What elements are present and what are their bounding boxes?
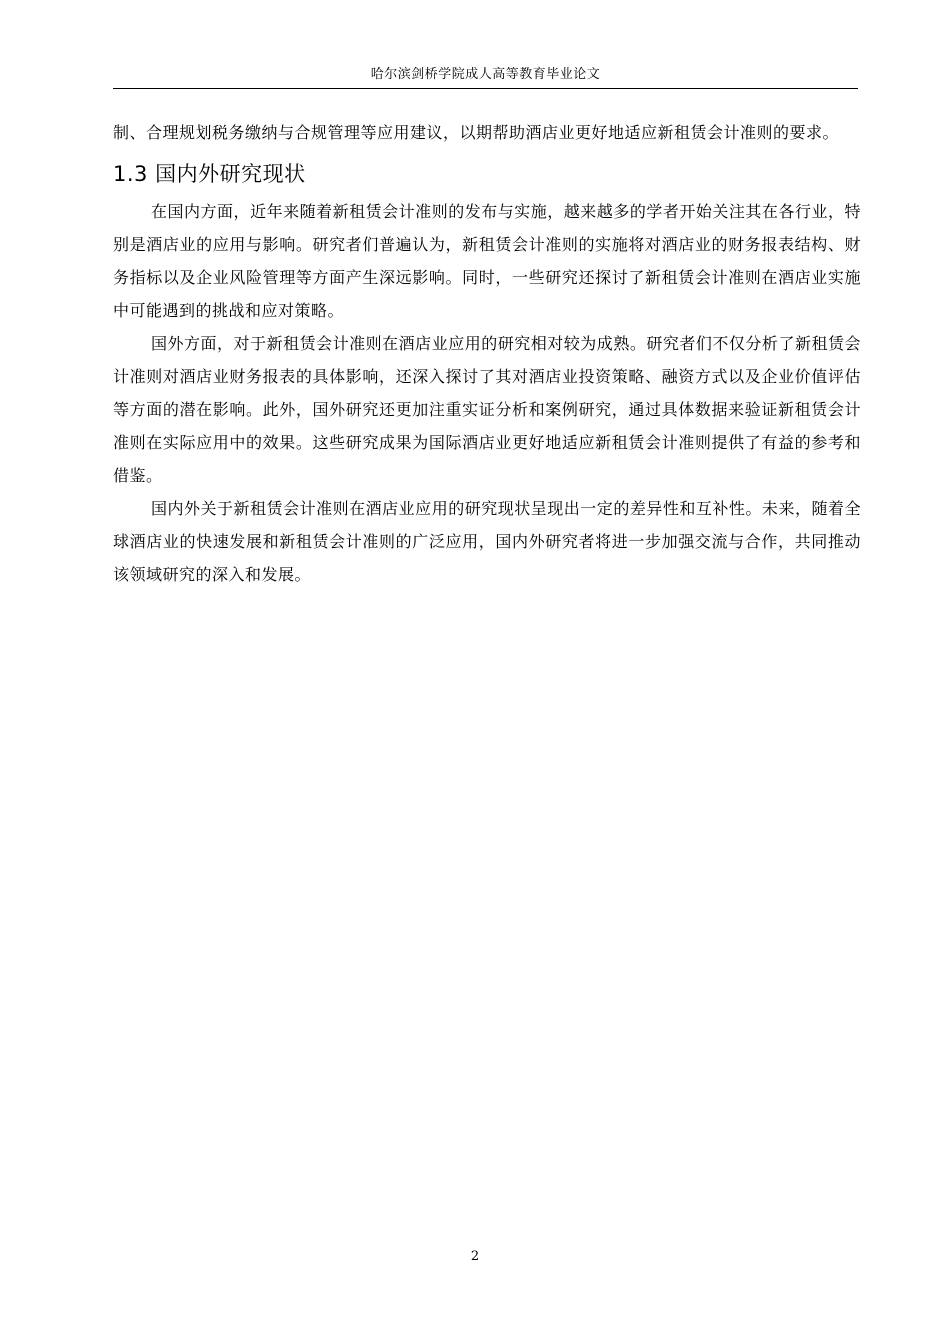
header-title: 哈尔滨剑桥学院成人高等教育毕业论文: [370, 67, 601, 82]
paragraph-foreign-research: 国外方面，对于新租赁会计准则在酒店业应用的研究相对较为成熟。研究者们不仅分析了新租赁会计准则对酒店业财务报表的具体影响，还深入探讨了其对酒店业投资策略、融资方式以及企业价值评估等方面的潜在影响。此外，国外研究还更加注重实证分析和案例研究，通过具体数据来验证新租赁会计准则在实际应用中的效果。这些研究成果为国际酒店业更好地适应新租赁会计准则提供了有益的参考和借鉴。: [113, 334, 861, 485]
continuation-paragraph: 制、合理规划税务缴纳与合规管理等应用建议，以期帮助酒店业更好地适应新租赁会计准则的要求。: [113, 123, 840, 142]
page-header: [113, 62, 858, 89]
paragraph-summary: 国内外关于新租赁会计准则在酒店业应用的研究现状呈现出一定的差异性和互补性。未来，随着全球酒店业的快速发展和新租赁会计准则的广泛应用，国内外研究者将进一步加强交流与合作，共同推动该领域研究的深入和发展。: [113, 499, 861, 584]
page-number: 2: [470, 1249, 480, 1264]
document-body: [113, 116, 861, 591]
section-heading: 1.3 国内外研究现状: [113, 162, 306, 186]
paragraph-domestic-research: 在国内方面，近年来随着新租赁会计准则的发布与实施，越来越多的学者开始关注其在各行业，特别是酒店业的应用与影响。研究者们普遍认为，新租赁会计准则的实施将对酒店业的财务报表结构、财务指标以及企业风险管理等方面产生深远影响。同时，一些研究还探讨了新租赁会计准则在酒店业实施中可能遇到的挑战和应对策略。: [113, 202, 861, 320]
